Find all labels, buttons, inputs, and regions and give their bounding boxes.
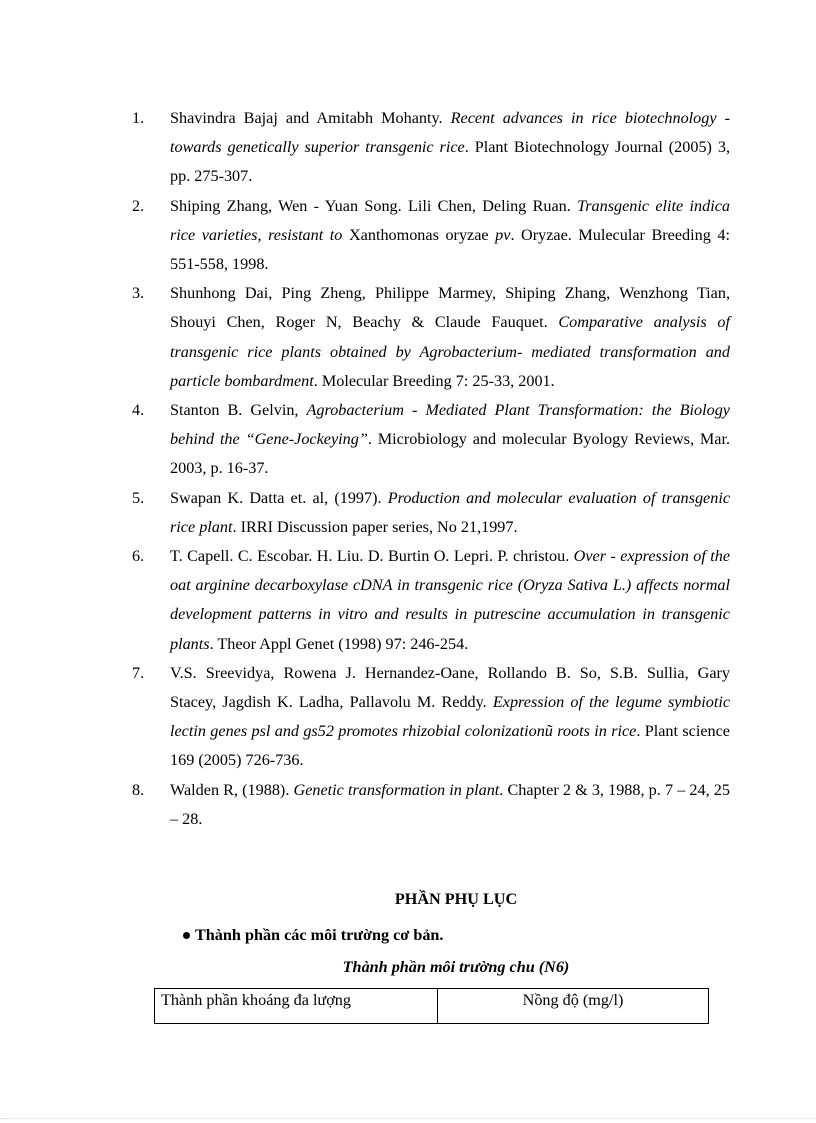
reference-item	[132, 279, 730, 396]
bullet-icon	[183, 932, 190, 939]
reference-number: 4.	[132, 401, 145, 420]
reference-authors: Walden R, (1988).	[170, 780, 294, 799]
reference-item	[132, 776, 730, 834]
reference-title: Over - expression of the oat arginine decarboxylase cDNA in transgenic rice (Oryza Sativa L.) affects normal development patterns in vitro and results in putrescine accumulation in transgenic plants	[170, 547, 731, 653]
table-caption: Thành phần môi trường chu (N6)	[342, 958, 570, 976]
reference-source: . Plant science 169 (2005) 726-736.	[170, 722, 730, 770]
reference-number: 3.	[132, 284, 145, 303]
appendix-heading: PHẦN PHỤ LỤC	[394, 890, 518, 908]
reference-species: Xanthomonas oryzae	[342, 225, 496, 244]
reference-authors: Shavindra Bajaj and Amitabh Mohanty.	[170, 109, 451, 127]
page-bottom-rule	[0, 1118, 816, 1119]
reference-item	[132, 104, 730, 192]
reference-source: . Chapter 2 & 3, 1988, p. 7 – 24, 25 – 28.	[170, 780, 730, 828]
reference-title: Agrobacterium - Mediated Plant Transformation: the Biology behind the “Gene-Jockeying”	[170, 401, 730, 449]
reference-title: Comparative analysis of transgenic rice plants obtained by Agrobacterium- mediated transformation and particle bombardment	[170, 313, 730, 390]
mineral-table	[154, 988, 709, 1024]
reference-authors: V.S. Sreevidya, Rowena J. Hernandez-Oane, Rollando B. So, S.B. Sullia, Gary Stacey, Jagdish K. Ladha, Pallavolu M. Reddy.	[170, 663, 730, 712]
reference-item	[132, 396, 730, 484]
reference-authors: Shunhong Dai, Ping Zheng, Philippe Marmey, Shiping Zhang, Wenzhong Tian, Shouyi Chen, Roger N, Beachy & Claude Fauquet.	[170, 284, 730, 332]
reference-authors: Swapan K. Datta et. al, (1997).	[170, 488, 388, 507]
reference-title: Genetic transformation in plant	[293, 780, 500, 799]
reference-source: . IRRI Discussion paper series, No 21,1997.	[232, 517, 518, 536]
table-header-cell: Nồng độ (mg/l)	[438, 989, 709, 1024]
reference-title: Production and molecular evaluation of transgenic rice plant	[170, 488, 730, 536]
reference-number: 5.	[132, 488, 145, 507]
reference-pv: pv	[495, 225, 511, 244]
appendix-bullet-text: Thành phần các môi trường cơ bản.	[195, 926, 444, 944]
reference-source: . Microbiology and molecular Byology Reviews, Mar. 2003, p. 16-37.	[170, 430, 730, 478]
table-header-row	[155, 989, 709, 1024]
reference-item	[132, 542, 730, 659]
reference-authors: T. Capell. C. Escobar. H. Liu. D. Burtin O. Lepri. P. christou.	[170, 547, 574, 566]
reference-number: 6.	[132, 547, 145, 566]
appendix-bullet	[183, 926, 443, 945]
reference-number: 1.	[132, 109, 145, 127]
reference-item	[132, 192, 730, 280]
reference-title: Transgenic elite indica rice varieties, resistant to	[170, 196, 731, 244]
reference-title: Recent advances in rice biotechnology - towards genetically superior transgenic rice	[170, 109, 730, 157]
reference-item	[132, 484, 730, 542]
table-header-cell: Thành phần khoáng đa lượng	[155, 989, 438, 1024]
reference-authors: Shiping Zhang, Wen - Yuan Song. Lili Chen, Deling Ruan.	[170, 196, 578, 215]
reference-authors: Stanton B. Gelvin,	[170, 401, 307, 420]
reference-number: 7.	[132, 663, 145, 682]
reference-source: . Theor Appl Genet (1998) 97: 246-254.	[209, 634, 469, 653]
reference-source: . Molecular Breeding 7: 25-33, 2001.	[313, 371, 555, 390]
reference-source: . Oryzae. Mulecular Breeding 4: 551-558, 1998.	[170, 225, 730, 274]
reference-number: 8.	[132, 780, 145, 799]
reference-number: 2.	[132, 196, 145, 215]
reference-source: . Plant Biotechnology Journal (2005) 3, pp. 275-307.	[170, 138, 731, 186]
reference-list	[132, 104, 730, 834]
reference-item	[132, 659, 730, 776]
reference-title: Expression of the legume symbiotic lectin genes psl and gs52 promotes rhizobial colonizationũ roots in rice	[170, 693, 731, 741]
